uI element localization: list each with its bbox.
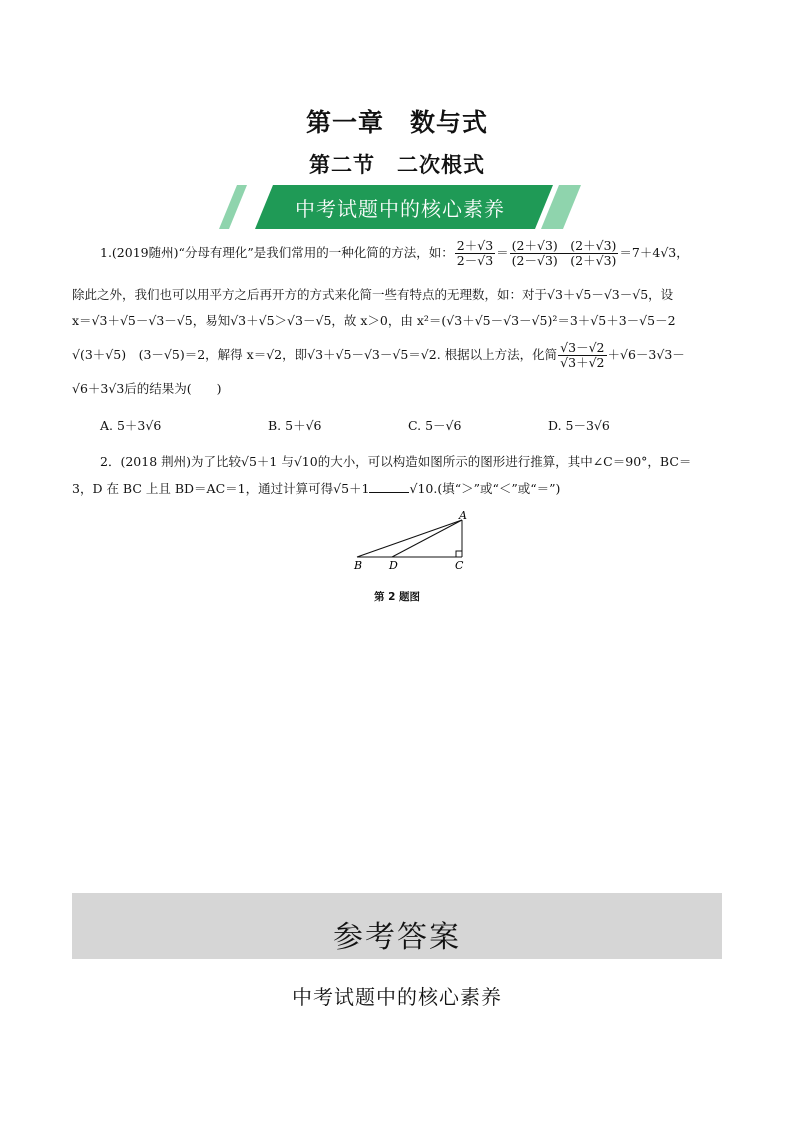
right-angle-mark: [456, 551, 462, 557]
q1-line1: 1.(2019随州)“分母有理化”是我们常用的一种化简的方法，如： $\frac{2+√3}{2-√3}$ ＝ $\frac{(2+√3) (2+√3)}{(2-√3) (2+√3)}$ ＝7＋4√3，: [100, 238, 689, 268]
answer-blank[interactable]: [369, 480, 409, 493]
q2-line2: 3，D 在 BC 上且 BD＝AC＝1，通过计算可得√5＋1 √10.(填“＞”或“＜”或“＝”): [72, 481, 561, 496]
label-d: D: [389, 559, 398, 572]
section-title: 第二节 二次根式: [309, 153, 485, 177]
choice-b[interactable]: B. 5＋√6: [268, 418, 322, 433]
label-a: A: [459, 509, 467, 522]
choice-a[interactable]: A. 5＋3√6: [100, 418, 162, 433]
choice-c[interactable]: C. 5－√6: [408, 418, 462, 433]
q1-line1-text: 1.(2019随州)“分母有理化”是我们常用的一种化简的方法，如：: [100, 245, 454, 260]
answer-subtitle: 中考试题中的核心素养: [292, 985, 502, 1009]
q1-line3: x＝√3＋√5－√3－√5，易知√3＋√5＞√3－√5，故 x＞0，由 x²＝(√3＋√5－√3－√5)²＝3＋√5＋3－√5－2: [72, 313, 676, 328]
choice-d[interactable]: D. 5－3√6: [548, 418, 610, 433]
chapter-title: 第一章 数与式: [305, 108, 488, 137]
q1-fraction-3: $\frac{√3-√2}{√3+√2}$: [560, 340, 605, 370]
label-c: C: [455, 559, 464, 572]
q1-fraction-2: $\frac{(2+√3) (2+√3)}{(2-√3) (2+√3)}$: [511, 238, 617, 268]
label-b: B: [354, 559, 363, 572]
q1-fraction-1: $\frac{2+√3}{2-√3}$: [456, 238, 494, 268]
q1-line2: 除此之外，我们也可以用平方之后再开方的方式来化简一些有特点的无理数，如：对于√3＋√5－√3－√5，设: [72, 287, 674, 302]
banner-label: 中考试题中的核心素养: [295, 197, 505, 221]
segment-da: [392, 520, 462, 557]
triangle-figure: [340, 505, 480, 580]
banner-left-stripe: [219, 185, 247, 229]
q1-line5: √6＋3√3后的结果为( ): [72, 381, 222, 396]
q2-line1: 2．(2018 荆州)为了比较√5＋1 与√10的大小，可以构造如图所示的图形进行推算，其中∠C＝90°，BC＝: [100, 454, 692, 469]
q1-line4: √(3＋√5) (3－√5)＝2，解得 x＝√2，即√3＋√5－√3－√5＝√2. 根据以上方法，化简 $\frac{√3-√2}{√3+√2}$ ＋√6－3√3－: [72, 340, 685, 370]
segment-ba: [357, 520, 462, 557]
figure-caption: 第 2 题图: [373, 591, 421, 603]
answer-title: 参考答案: [333, 920, 461, 955]
